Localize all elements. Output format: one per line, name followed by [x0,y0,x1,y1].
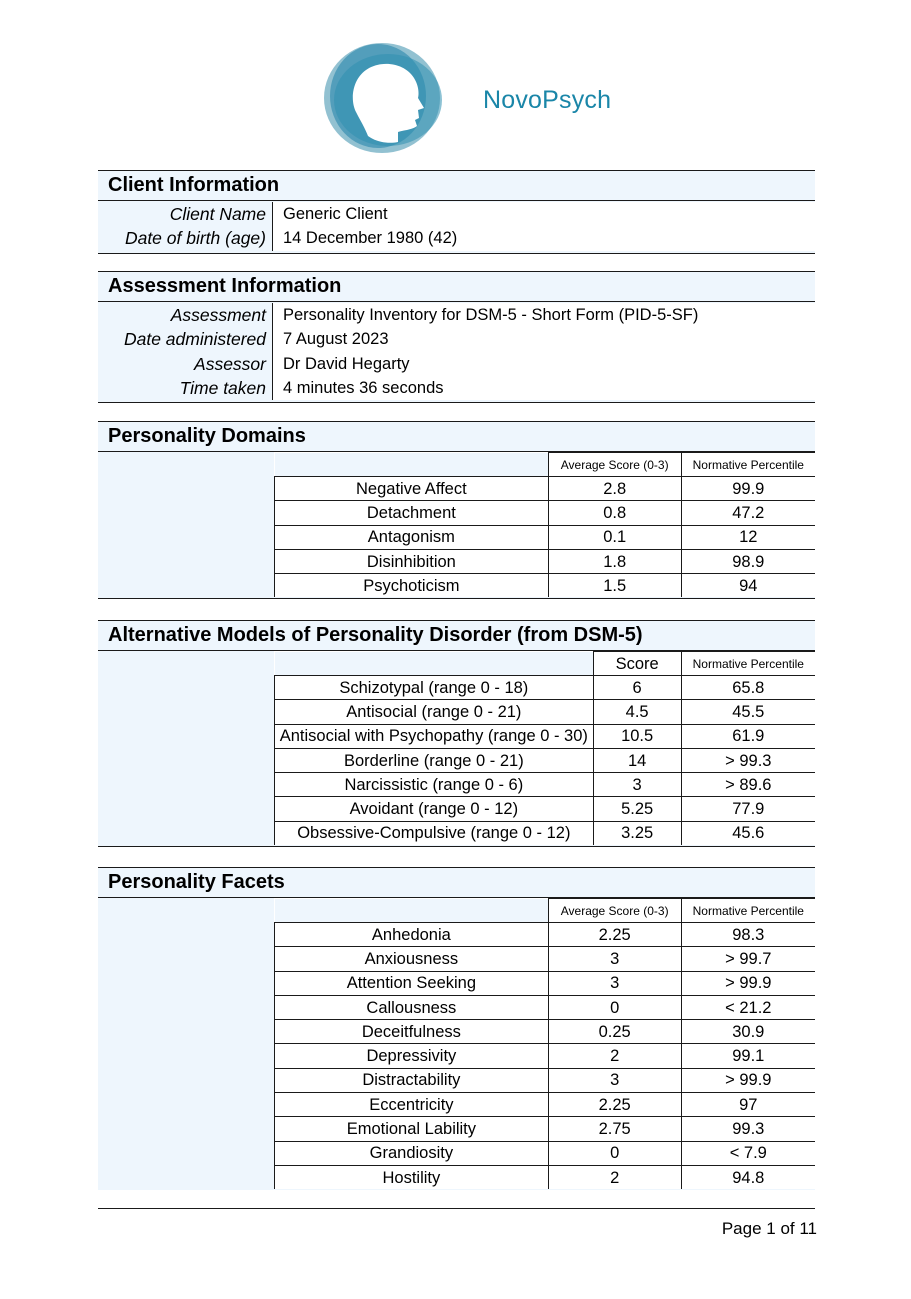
score-column-header: Average Score (0-3) [548,899,681,923]
domains-table-area [98,452,815,599]
header-blank-cell [275,652,594,676]
table-row [275,700,816,724]
info-value: 4 minutes 36 seconds [273,376,815,400]
row-score-cell: 0 [548,995,681,1019]
row-score-cell: 3 [548,947,681,971]
table-row [275,574,816,598]
table-row [275,1020,816,1044]
info-value: Dr David Hegarty [273,352,815,376]
head-profile-logo-icon [320,38,450,158]
row-name-cell: Psychoticism [275,574,549,598]
row-name-cell: Schizotypal (range 0 - 18) [275,676,594,700]
info-label: Date administered [98,327,273,351]
row-percentile-cell: 97 [681,1093,815,1117]
row-score-cell: 3.25 [593,821,681,845]
amp-table-area [98,651,815,847]
table-row [275,1117,816,1141]
personality-facets-section [98,867,815,1190]
percentile-column-header: Normative Percentile [681,899,815,923]
row-score-cell: 2 [548,1044,681,1068]
row-percentile-cell: 47.2 [681,501,815,525]
table-row [275,748,816,772]
assessment-row [98,303,815,327]
row-name-cell: Emotional Lability [275,1117,549,1141]
section-title: Client Information [98,170,815,201]
info-value: 14 December 1980 (42) [273,226,815,250]
row-percentile-cell: 98.9 [681,549,815,573]
row-name-cell: Narcissistic (range 0 - 6) [275,773,594,797]
row-percentile-cell: > 99.7 [681,947,815,971]
section-title: Personality Facets [98,867,815,898]
domains-table [274,452,815,597]
table-row [275,947,816,971]
table-header-row [275,453,816,477]
info-label: Client Name [98,202,273,226]
row-percentile-cell: 30.9 [681,1020,815,1044]
row-name-cell: Anhedonia [275,923,549,947]
row-percentile-cell: 98.3 [681,923,815,947]
section-title: Assessment Information [98,271,815,302]
info-label: Assessor [98,352,273,376]
row-percentile-cell: > 99.9 [681,971,815,995]
brand-name: NovoPsych [483,86,612,114]
amp-table [274,651,815,845]
table-row [275,549,816,573]
percentile-column-header: Normative Percentile [681,453,815,477]
score-column-header: Score [593,652,681,676]
table-row [275,477,816,501]
facets-table [274,898,815,1189]
row-score-cell: 2 [548,1165,681,1189]
row-score-cell: 1.8 [548,549,681,573]
table-row [275,501,816,525]
row-score-cell: 4.5 [593,700,681,724]
row-percentile-cell: 94.8 [681,1165,815,1189]
assessment-info-body [98,302,815,403]
row-percentile-cell: > 89.6 [681,773,815,797]
row-name-cell: Antisocial with Psychopathy (range 0 - 30) [275,724,594,748]
client-info-body [98,201,815,254]
row-name-cell: Avoidant (range 0 - 12) [275,797,594,821]
row-percentile-cell: 61.9 [681,724,815,748]
row-score-cell: 2.25 [548,923,681,947]
row-name-cell: Distractability [275,1068,549,1092]
info-label: Time taken [98,376,273,400]
row-score-cell: 2.25 [548,1093,681,1117]
amp-section [98,620,815,847]
row-percentile-cell: 65.8 [681,676,815,700]
row-percentile-cell: 77.9 [681,797,815,821]
percentile-column-header: Normative Percentile [681,652,815,676]
row-name-cell: Antisocial (range 0 - 21) [275,700,594,724]
row-name-cell: Detachment [275,501,549,525]
table-row [275,821,816,845]
row-score-cell: 10.5 [593,724,681,748]
row-percentile-cell: < 21.2 [681,995,815,1019]
row-name-cell: Grandiosity [275,1141,549,1165]
row-name-cell: Depressivity [275,1044,549,1068]
assessor-row [98,352,815,376]
page-number: Page 1 of 11 [721,1219,817,1238]
info-value: Generic Client [273,202,815,226]
row-name-cell: Deceitfulness [275,1020,549,1044]
header-blank-cell [275,453,549,477]
row-score-cell: 3 [548,971,681,995]
info-value: 7 August 2023 [273,327,815,351]
section-title: Alternative Models of Personality Disorder (from DSM-5) [98,620,815,651]
row-score-cell: 6 [593,676,681,700]
row-score-cell: 1.5 [548,574,681,598]
table-row [275,1141,816,1165]
table-row [275,525,816,549]
score-column-header: Average Score (0-3) [548,453,681,477]
row-name-cell: Callousness [275,995,549,1019]
row-score-cell: 0 [548,1141,681,1165]
row-score-cell: 0.25 [548,1020,681,1044]
date-administered-row [98,327,815,351]
row-name-cell: Hostility [275,1165,549,1189]
row-score-cell: 0.8 [548,501,681,525]
row-percentile-cell: 12 [681,525,815,549]
row-score-cell: 14 [593,748,681,772]
row-name-cell: Negative Affect [275,477,549,501]
row-percentile-cell: 45.5 [681,700,815,724]
row-percentile-cell: 99.9 [681,477,815,501]
row-percentile-cell: 99.3 [681,1117,815,1141]
info-label: Assessment [98,303,273,327]
row-score-cell: 0.1 [548,525,681,549]
row-percentile-cell: 99.1 [681,1044,815,1068]
table-row [275,1044,816,1068]
row-name-cell: Obsessive-Compulsive (range 0 - 12) [275,821,594,845]
facets-table-area [98,898,815,1190]
client-name-row [98,202,815,226]
table-row [275,1068,816,1092]
client-information-section [98,170,815,254]
footer-divider [98,1208,815,1209]
table-row [275,676,816,700]
table-header-row [275,652,816,676]
info-value: Personality Inventory for DSM-5 - Short Form (PID-5-SF) [273,303,815,327]
row-percentile-cell: 94 [681,574,815,598]
row-name-cell: Eccentricity [275,1093,549,1117]
table-header-row [275,899,816,923]
header-blank-cell [275,899,549,923]
table-row [275,995,816,1019]
row-score-cell: 2.75 [548,1117,681,1141]
row-percentile-cell: < 7.9 [681,1141,815,1165]
table-row [275,797,816,821]
row-percentile-cell: 45.6 [681,821,815,845]
time-taken-row [98,376,815,400]
date-of-birth-row [98,226,815,250]
row-name-cell: Antagonism [275,525,549,549]
section-title: Personality Domains [98,421,815,452]
table-row [275,1093,816,1117]
table-row [275,724,816,748]
row-percentile-cell: > 99.3 [681,748,815,772]
row-score-cell: 5.25 [593,797,681,821]
personality-domains-section [98,421,815,599]
row-name-cell: Disinhibition [275,549,549,573]
table-row [275,923,816,947]
row-name-cell: Attention Seeking [275,971,549,995]
row-name-cell: Borderline (range 0 - 21) [275,748,594,772]
table-row [275,971,816,995]
assessment-information-section [98,271,815,403]
row-score-cell: 3 [548,1068,681,1092]
table-row [275,1165,816,1189]
info-label: Date of birth (age) [98,226,273,250]
row-score-cell: 2.8 [548,477,681,501]
row-name-cell: Anxiousness [275,947,549,971]
table-row [275,773,816,797]
row-percentile-cell: > 99.9 [681,1068,815,1092]
row-score-cell: 3 [593,773,681,797]
